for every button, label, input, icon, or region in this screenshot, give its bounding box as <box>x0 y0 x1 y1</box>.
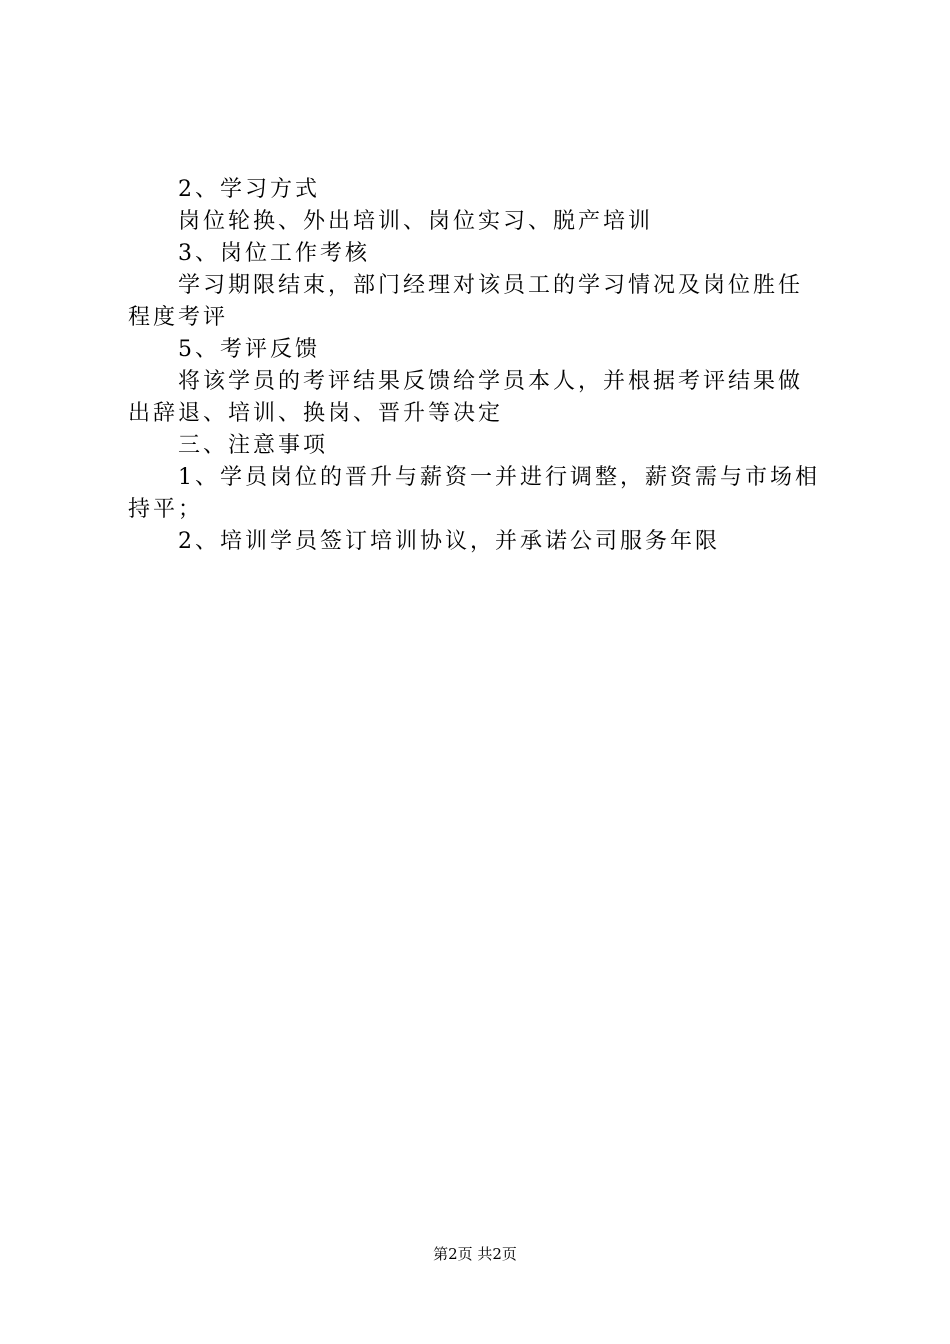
note-item-1-line-1: 1、学员岗位的晋升与薪资一并进行调整，薪资需与市场相 <box>178 465 820 490</box>
section-heading-notes: 三、注意事项 <box>178 433 329 458</box>
note-item-1-line-2: 持平； <box>128 497 204 522</box>
paragraph-feedback-line-2: 出辞退、培训、换岗、晋升等决定 <box>128 401 504 426</box>
paragraph-study-methods: 岗位轮换、外出培训、岗位实习、脱产培训 <box>178 209 654 234</box>
section-heading-study-method: 2、学习方式 <box>178 177 320 202</box>
page-number-footer: 第2页 共2页 <box>433 1245 517 1263</box>
note-item-2: 2、培训学员签订培训协议，并承诺公司服务年限 <box>178 529 720 554</box>
paragraph-assessment-line-1: 学习期限结束，部门经理对该员工的学习情况及岗位胜任 <box>178 273 804 298</box>
section-heading-job-assessment: 3、岗位工作考核 <box>178 241 370 266</box>
paragraph-feedback-line-1: 将该学员的考评结果反馈给学员本人，并根据考评结果做 <box>178 369 804 394</box>
section-heading-feedback: 5、考评反馈 <box>178 337 320 362</box>
document-body <box>128 174 832 558</box>
paragraph-assessment-line-2: 程度考评 <box>128 305 229 330</box>
